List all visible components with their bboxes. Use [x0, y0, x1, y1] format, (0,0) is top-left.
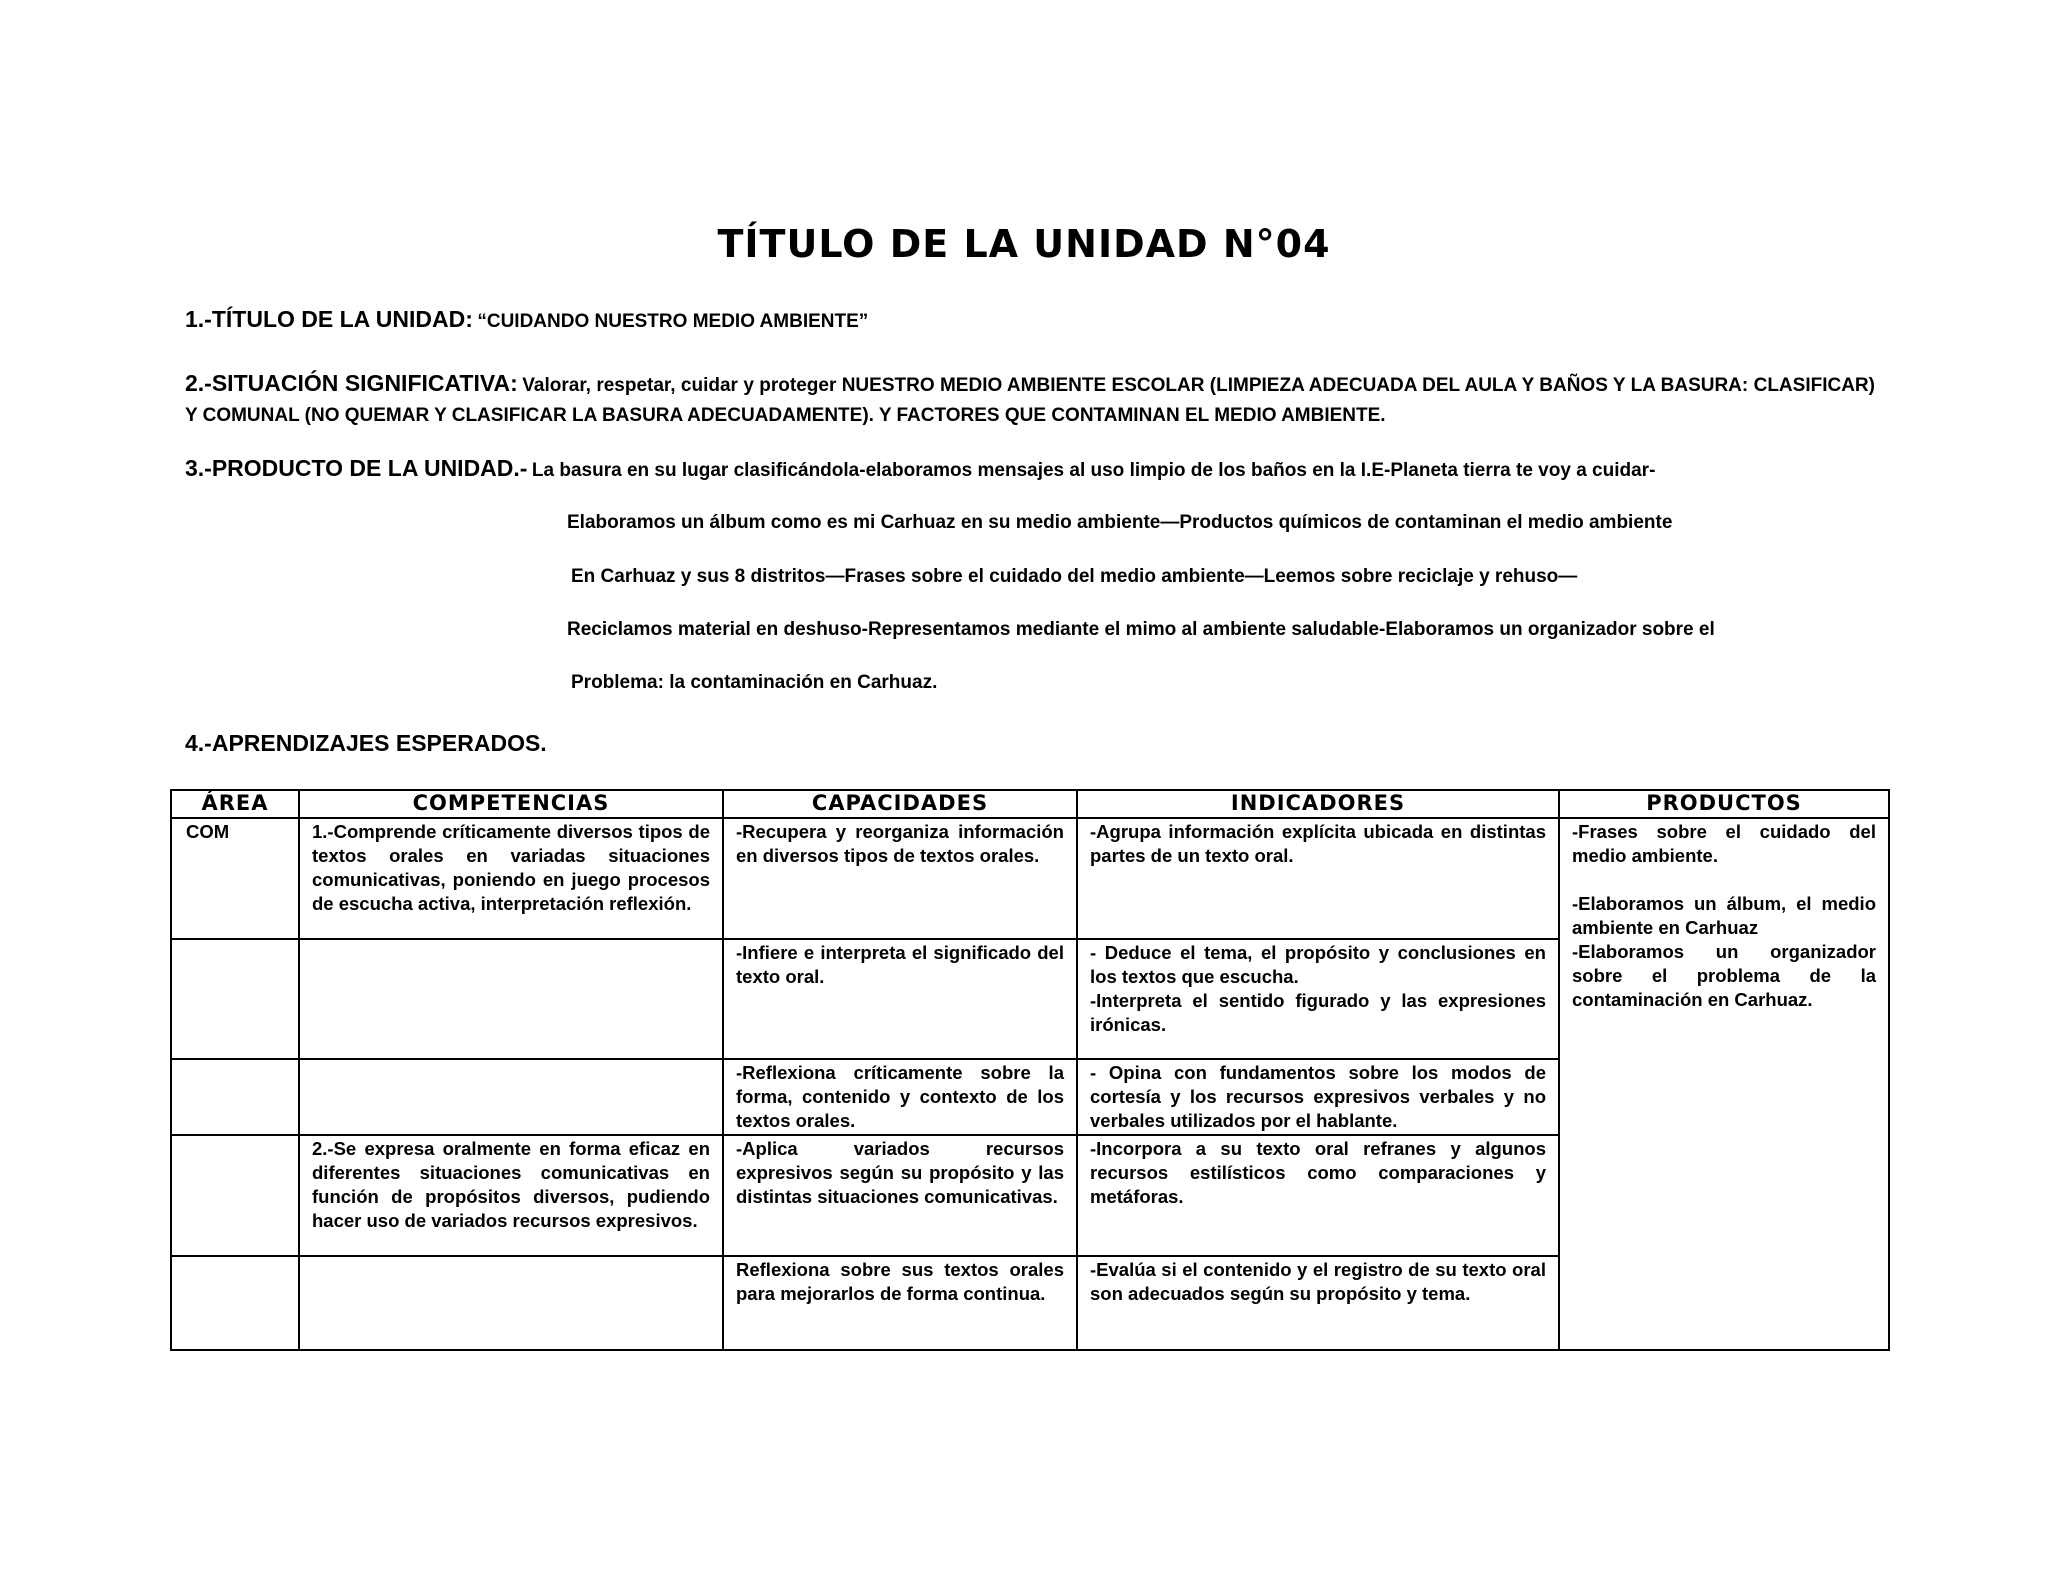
cell-area	[171, 939, 299, 1059]
indicador-text: -Evalúa si el contenido y el registro de su texto oral son adecuados según su propósito y tema.	[1090, 1259, 1546, 1304]
producto-item: -Elaboramos un organizador sobre el problema de la contaminación en Carhuaz.	[1572, 941, 1876, 1010]
cell-capacidad: Reflexiona sobre sus textos orales para mejorarlos de forma continua.	[723, 1256, 1077, 1350]
table-row	[171, 818, 1889, 939]
header-indicadores: INDICADORES	[1077, 790, 1559, 818]
section-producto-line: Problema: la contaminación en Carhuaz.	[571, 672, 938, 693]
producto-item: -Frases sobre el cuidado del medio ambiente.	[1572, 821, 1876, 866]
section-producto-line: La basura en su lugar clasificándola-elaboramos mensajes al uso limpio de los baños en la I.E-Planeta tierra te voy a cuidar-	[531, 460, 1656, 481]
section-producto	[185, 455, 1875, 482]
header-area: ÁREA	[171, 790, 299, 818]
header-productos: PRODUCTOS	[1559, 790, 1889, 818]
cell-competencia: 2.-Se expresa oralmente en forma eficaz en diferentes situaciones comunicativas en función de propósitos diversos, pudiendo hacer uso de variados recursos expresivos.	[299, 1135, 723, 1256]
header-capacidades: CAPACIDADES	[723, 790, 1077, 818]
section-titulo-value: “CUIDANDO NUESTRO MEDIO AMBIENTE”	[477, 311, 869, 332]
indicador-text: -Interpreta el sentido figurado y las expresiones irónicas.	[1090, 990, 1546, 1035]
producto-item: -Elaboramos un álbum, el medio ambiente en Carhuaz	[1572, 893, 1876, 938]
learning-table	[170, 789, 1890, 1351]
cell-productos	[1559, 818, 1889, 1350]
cell-indicador	[1077, 1059, 1559, 1135]
cell-capacidad: -Aplica variados recursos expresivos según su propósito y las distintas situaciones comunicativas.	[723, 1135, 1077, 1256]
section-titulo-heading: 1.-TÍTULO DE LA UNIDAD:	[185, 306, 473, 332]
cell-capacidad: -Infiere e interpreta el significado del texto oral.	[723, 939, 1077, 1059]
cell-competencia	[299, 939, 723, 1059]
cell-indicador	[1077, 939, 1559, 1059]
indicador-text: -Incorpora a su texto oral refranes y algunos recursos estilísticos como comparaciones y metáforas.	[1090, 1138, 1546, 1207]
cell-area	[171, 1135, 299, 1256]
page-title: TÍTULO DE LA UNIDAD N°04	[717, 222, 1331, 266]
cell-area: COM	[171, 818, 299, 939]
section-producto-heading: 3.-PRODUCTO DE LA UNIDAD.-	[185, 455, 528, 481]
cell-capacidad: -Reflexiona críticamente sobre la forma, contenido y contexto de los textos orales.	[723, 1059, 1077, 1135]
section-producto-line: En Carhuaz y sus 8 distritos—Frases sobre el cuidado del medio ambiente—Leemos sobre reciclaje y rehuso—	[571, 566, 1578, 587]
section-situacion-heading: 2.-SITUACIÓN SIGNIFICATIVA:	[185, 370, 518, 396]
section-aprendizajes	[185, 730, 1875, 757]
header-competencias: COMPETENCIAS	[299, 790, 723, 818]
section-aprendizajes-heading: 4.-APRENDIZAJES ESPERADOS.	[185, 730, 547, 756]
cell-capacidad: -Recupera y reorganiza información en diversos tipos de textos orales.	[723, 818, 1077, 939]
cell-area	[171, 1059, 299, 1135]
section-titulo	[185, 306, 1875, 333]
indicador-text: - Opina con fundamentos sobre los modos de cortesía y los recursos expresivos verbales y no verbales utilizados por el hablante.	[1090, 1062, 1546, 1131]
table-header-row	[171, 790, 1889, 818]
section-situacion	[185, 369, 1875, 431]
cell-area	[171, 1256, 299, 1350]
cell-indicador	[1077, 818, 1559, 939]
indicador-text: - Deduce el tema, el propósito y conclusiones en los textos que escucha.	[1090, 942, 1546, 987]
cell-competencia	[299, 1059, 723, 1135]
indicador-text: -Agrupa información explícita ubicada en distintas partes de un texto oral.	[1090, 821, 1546, 866]
cell-competencia: 1.-Comprende críticamente diversos tipos de textos orales en variadas situaciones comunicativas, poniendo en juego procesos de escucha activa, interpretación reflexión.	[299, 818, 723, 939]
section-situacion-text: Valorar, respetar, cuidar y proteger NUESTRO MEDIO AMBIENTE ESCOLAR (LIMPIEZA ADECUADA DEL AULA Y BAÑOS Y LA BASURA: CLASIFICAR) Y COMUNAL (NO QUEMAR Y CLASIFICAR LA BASURA ADECUADAMENTE). Y FACTORES QUE CONTAMINAN EL MEDIO AMBIENTE.	[185, 375, 1875, 426]
section-producto-line: Elaboramos un álbum como es mi Carhuaz en su medio ambiente—Productos químicos de contaminan el medio ambiente	[567, 512, 1673, 533]
section-producto-line: Reciclamos material en deshuso-Representamos mediante el mimo al ambiente saludable-Elaboramos un organizador sobre el	[567, 619, 1715, 640]
cell-indicador	[1077, 1135, 1559, 1256]
cell-competencia	[299, 1256, 723, 1350]
cell-indicador	[1077, 1256, 1559, 1350]
